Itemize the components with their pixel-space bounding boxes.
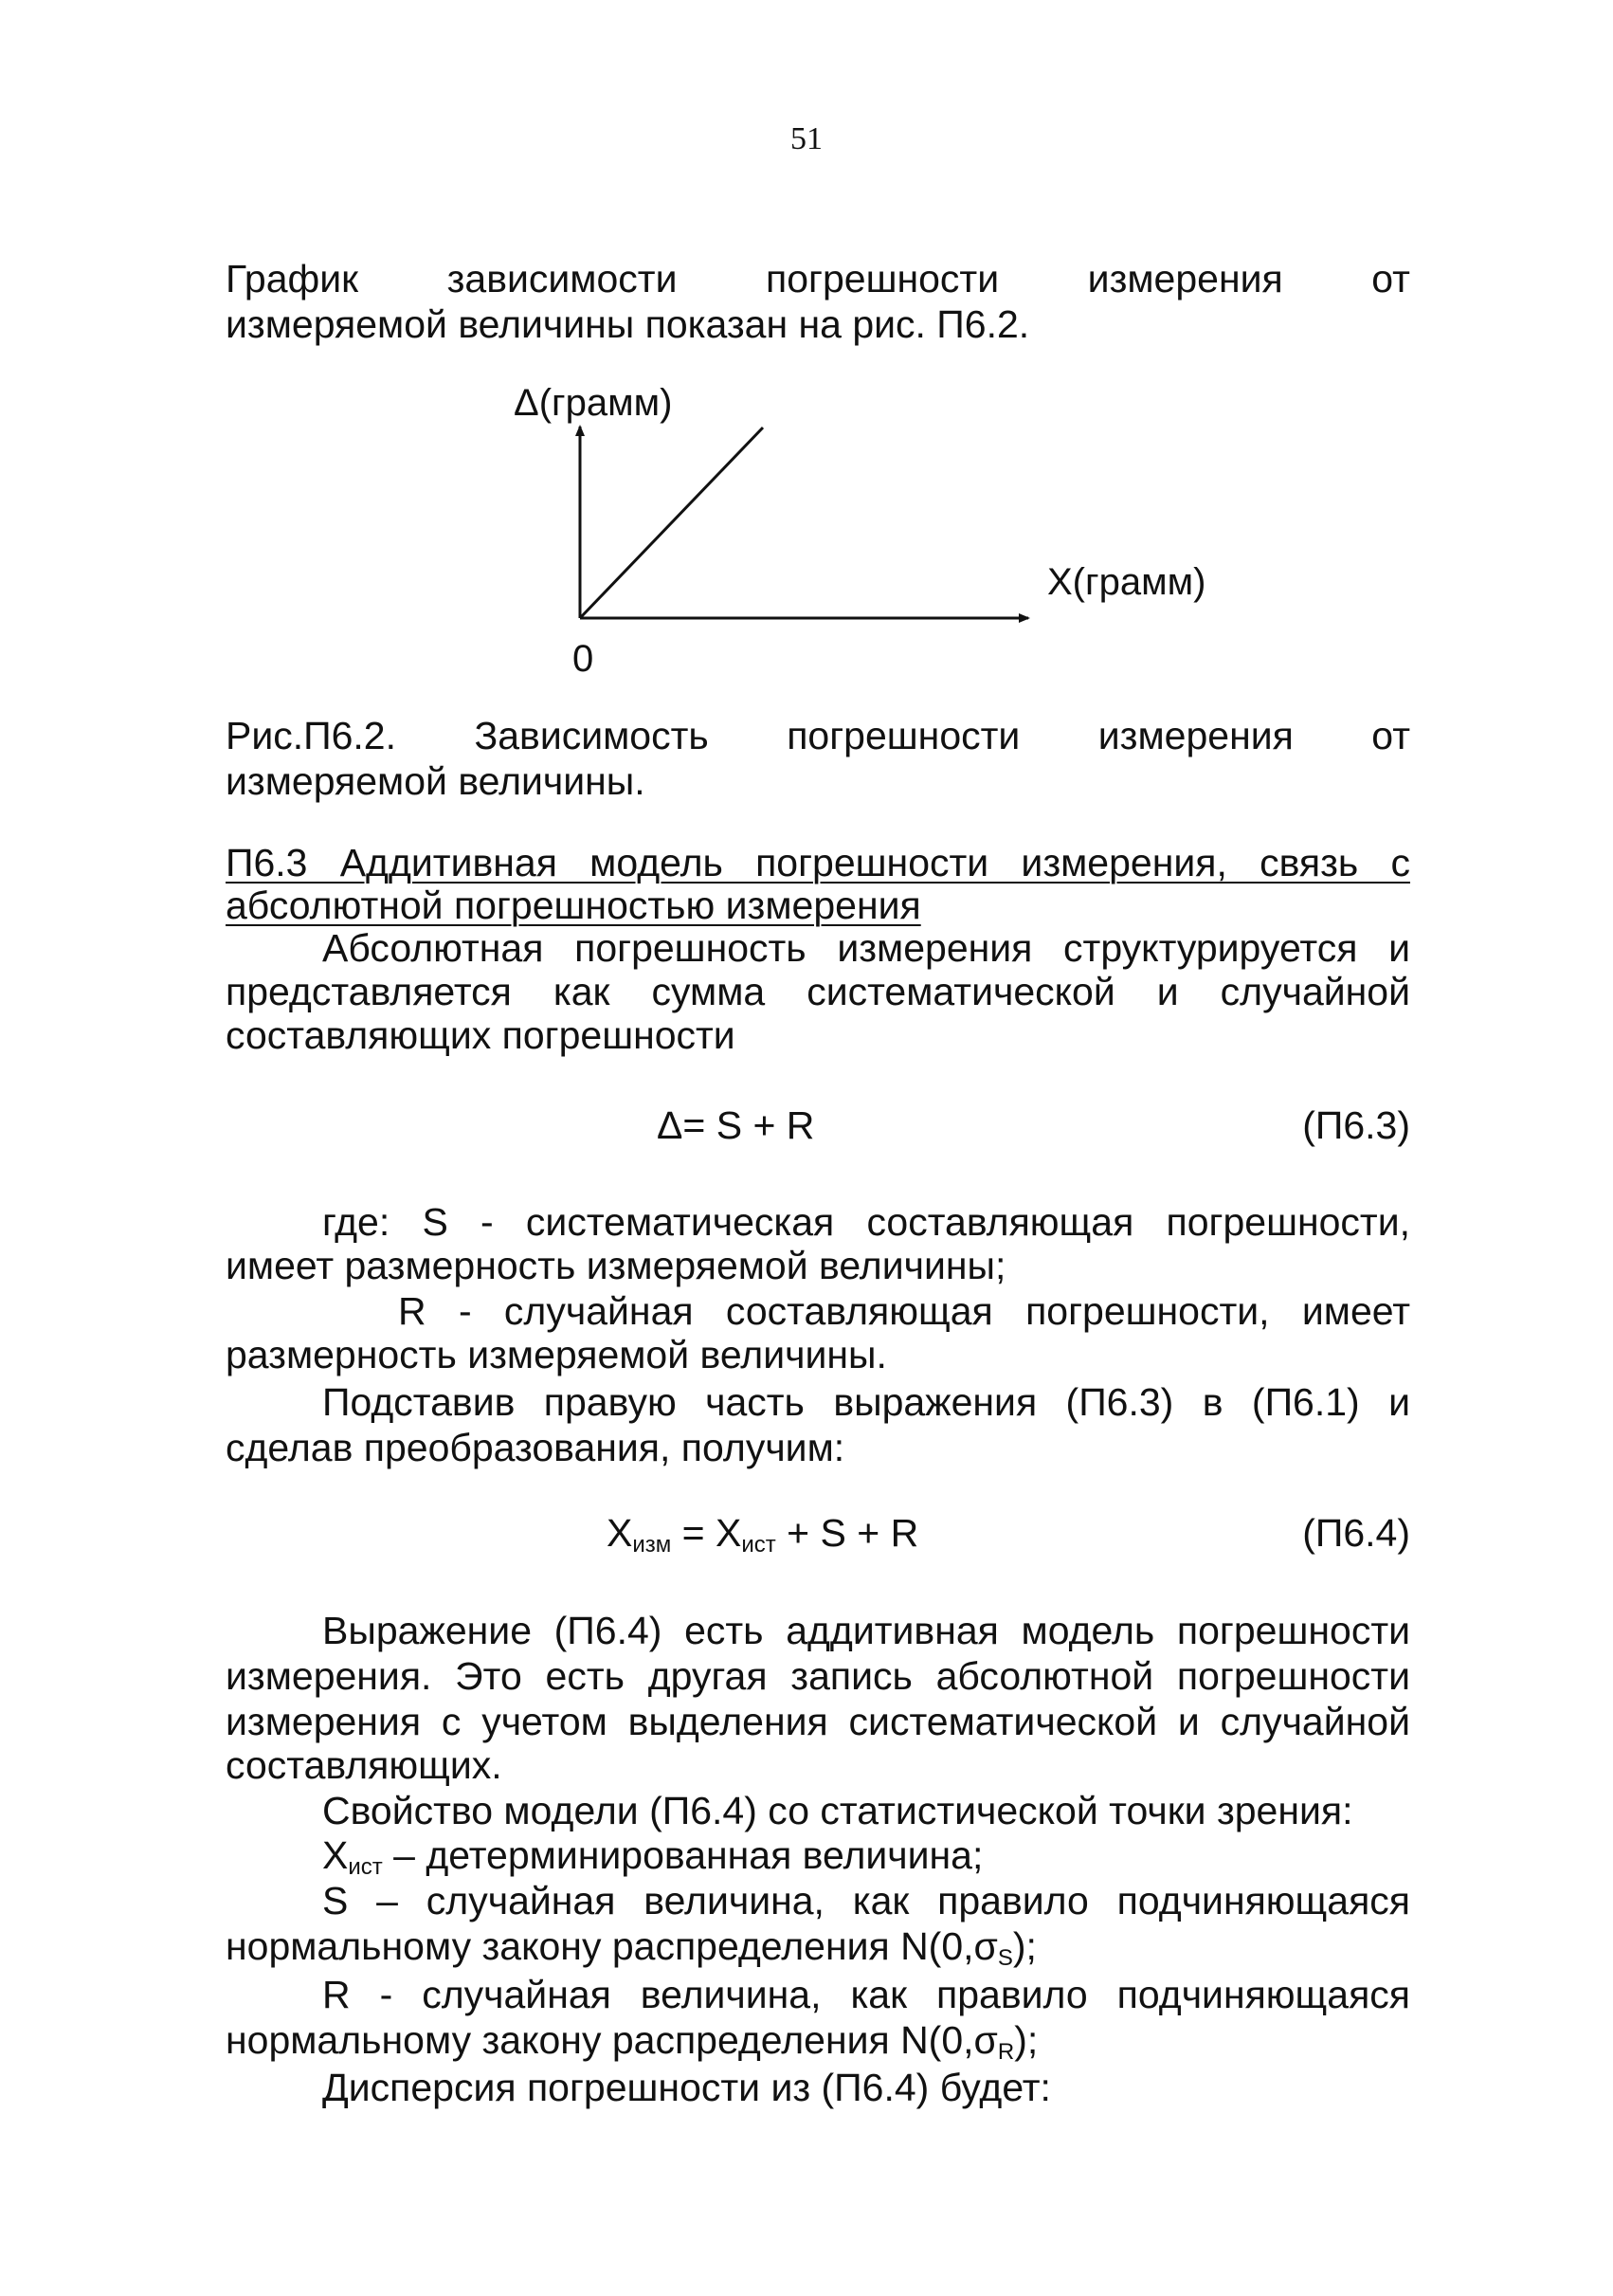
caption-word: Зависимость: [474, 714, 709, 757]
s-line2-pre: нормальному закону распределения N(0,σ: [226, 1924, 998, 1968]
caption-word: Рис.П6.2.: [226, 714, 396, 757]
eq4-x: X: [607, 1511, 633, 1555]
sigma-r-sub: R: [997, 2039, 1015, 2065]
sigma-s-sub: S: [997, 1945, 1013, 1971]
xist-sub: ист: [348, 1854, 383, 1880]
para2-line-1: Подставив правую часть выражения (П6.3) в (П6.1) и: [322, 1380, 1410, 1424]
where-line-4: размерность измеряемой величины.: [226, 1333, 887, 1376]
xist-x: X: [322, 1833, 349, 1877]
para1-line-3: составляющих погрешности: [226, 1013, 735, 1057]
intro-line-2: измеряемой величины показан на рис. П6.2.: [226, 302, 1030, 346]
intro-word: зависимости: [446, 257, 678, 301]
equation-p6-4: [607, 1510, 918, 1568]
section-heading-line-2: абсолютной погрешностью измерения: [226, 884, 921, 927]
para1-line-1: Абсолютная погрешность измерения структурируется и: [322, 926, 1410, 970]
eq4-sub-ist: ист: [741, 1532, 776, 1558]
y-axis-label: Δ(грамм): [514, 382, 673, 424]
caption-word: от: [1371, 714, 1410, 757]
eq4-sub-izm: изм: [632, 1532, 672, 1558]
equation-number-p6-4: (П6.4): [1302, 1511, 1410, 1555]
props-s-line-1: S – случайная величина, как правило подчиняющаяся: [322, 1879, 1410, 1922]
intro-line-1: [226, 256, 1410, 301]
series-line-0: [580, 428, 763, 618]
r-line2-post: );: [1014, 2018, 1039, 2062]
intro-word: от: [1371, 257, 1410, 301]
para3-line-3: измерения с учетом выделения систематической и случайной: [226, 1700, 1410, 1743]
page-number: 51: [790, 121, 823, 156]
props-last-line: Дисперсия погрешности из (П6.4) будет:: [322, 2066, 1051, 2109]
s-line2-post: );: [1012, 1924, 1037, 1968]
props-line-1: Свойство модели (П6.4) со статистической точки зрения:: [322, 1789, 1353, 1832]
intro-word: График: [226, 257, 359, 301]
section-heading-line-1: П6.3 Аддитивная модель погрешности измерения, связь с: [226, 841, 1410, 884]
equation-p6-3: Δ= S + R: [657, 1103, 815, 1147]
equation-number-p6-3: (П6.3): [1302, 1103, 1410, 1147]
para3-line-4: составляющих.: [226, 1743, 502, 1787]
intro-word: погрешности: [766, 257, 1000, 301]
error-dependency-chart: [474, 370, 1251, 692]
para3-line-2: измерения. Это есть другая запись абсолютной погрешности: [226, 1654, 1410, 1698]
caption-line-1: [226, 713, 1410, 758]
eq4-rest: + S + R: [775, 1511, 919, 1555]
r-line2-pre: нормальному закону распределения N(0,σ: [226, 2018, 998, 2062]
intro-word: измерения: [1087, 257, 1283, 301]
xist-rest: – детерминированная величина;: [382, 1833, 984, 1877]
para1-line-2: представляется как сумма систематической и случайной: [226, 970, 1410, 1013]
props-r-line-1: R - случайная величина, как правило подчиняющаяся: [322, 1973, 1410, 2016]
origin-label: 0: [572, 638, 594, 680]
eq4-equals: = X: [671, 1511, 742, 1555]
where-line-3: R - случайная составляющая погрешности, имеет: [398, 1289, 1410, 1333]
where-line-1: где: S - систематическая составляющая погрешности,: [322, 1200, 1410, 1244]
para3-line-1: Выражение (П6.4) есть аддитивная модель погрешности: [322, 1609, 1410, 1652]
where-line-2: имеет размерность измеряемой величины;: [226, 1244, 1006, 1287]
caption-line-2: измеряемой величины.: [226, 759, 645, 803]
caption-word: погрешности: [787, 714, 1021, 757]
x-axis-label: X(грамм): [1047, 561, 1206, 603]
para2-line-2: сделав преобразования, получим:: [226, 1426, 845, 1469]
caption-word: измерения: [1097, 714, 1294, 757]
